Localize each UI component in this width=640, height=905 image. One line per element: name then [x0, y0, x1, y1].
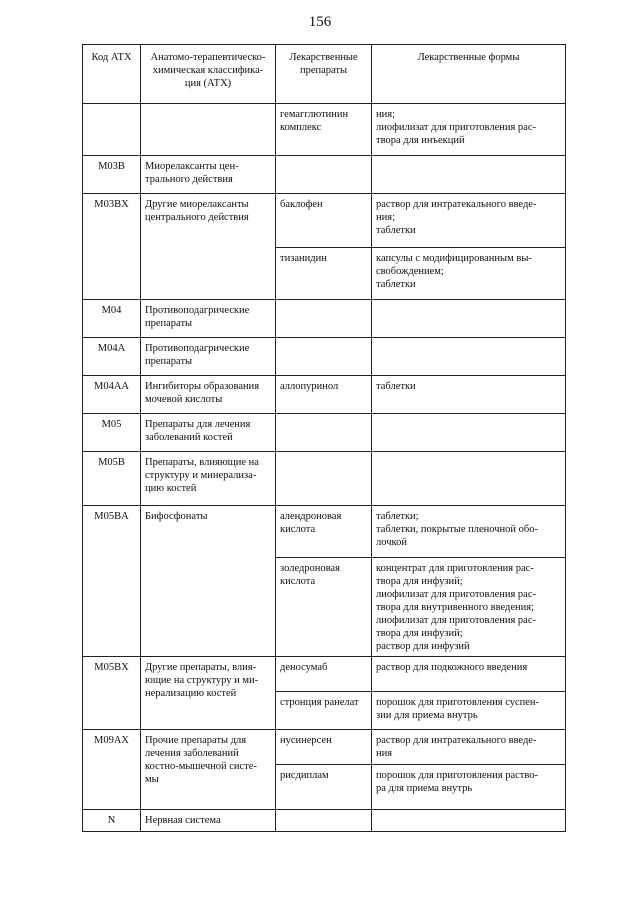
atc-code-cell: M05B — [83, 452, 141, 506]
dosage-form-cell: раствор для интратекального введе- ния — [372, 730, 566, 765]
classification-cell — [141, 104, 276, 156]
drug-cell: алендроновая кислота — [276, 506, 372, 558]
dosage-form-cell — [372, 156, 566, 194]
atc-code-cell: M04 — [83, 300, 141, 338]
classification-cell: Миорелаксанты цен- трального действия — [141, 156, 276, 194]
classification-cell: Прочие препараты для лечения заболеваний костно-мышечной систе- мы — [141, 730, 276, 810]
table-row — [83, 156, 566, 194]
table-row — [83, 414, 566, 452]
dosage-form-cell — [372, 338, 566, 376]
header-classification: Анатомо-терапевтическо- химическая классифика- ция (АТХ) — [141, 45, 276, 104]
table-row — [83, 376, 566, 414]
drug-cell — [276, 156, 372, 194]
table-row — [83, 506, 566, 558]
drug-cell: нусинерсен — [276, 730, 372, 765]
drug-cell — [276, 300, 372, 338]
classification-cell: Другие препараты, влия- ющие на структуру и ми- нерализацию костей — [141, 657, 276, 730]
atc-code-cell: M05BA — [83, 506, 141, 657]
dosage-form-cell: порошок для приготовления раство- ра для приема внутрь — [372, 765, 566, 810]
dosage-form-cell: капсулы с модифицированным вы- свобождением; таблетки — [372, 248, 566, 300]
classification-cell: Другие миорелаксанты центрального действия — [141, 194, 276, 300]
table-row — [83, 300, 566, 338]
table-row — [83, 104, 566, 156]
atc-code-cell: M04AA — [83, 376, 141, 414]
drug-cell: аллопуринол — [276, 376, 372, 414]
atc-code-cell: M09AX — [83, 730, 141, 810]
table-row — [83, 338, 566, 376]
drug-cell — [276, 338, 372, 376]
dosage-form-cell: ния; лиофилизат для приготовления рас- твора для инъекций — [372, 104, 566, 156]
atc-code-cell: M05BX — [83, 657, 141, 730]
drug-cell: стронция ранелат — [276, 692, 372, 730]
dosage-form-cell — [372, 414, 566, 452]
dosage-form-cell: раствор для интратекального введе- ния; таблетки — [372, 194, 566, 248]
table-header-row — [83, 45, 566, 104]
dosage-form-cell: порошок для приготовления суспен- зии для приема внутрь — [372, 692, 566, 730]
table-body — [83, 104, 566, 832]
dosage-form-cell: раствор для подкожного введения — [372, 657, 566, 692]
classification-cell: Препараты для лечения заболеваний костей — [141, 414, 276, 452]
atc-code-cell: M05 — [83, 414, 141, 452]
drug-cell: тизанидин — [276, 248, 372, 300]
drug-cell — [276, 810, 372, 832]
table-row — [83, 194, 566, 248]
dosage-form-cell — [372, 810, 566, 832]
header-drugs: Лекарственные препараты — [276, 45, 372, 104]
classification-cell: Препараты, влияющие на структуру и минерализа- цию костей — [141, 452, 276, 506]
dosage-form-cell — [372, 452, 566, 506]
atc-code-cell: M04A — [83, 338, 141, 376]
drug-cell: рисдиплам — [276, 765, 372, 810]
header-code: Код АТХ — [83, 45, 141, 104]
classification-cell: Нервная система — [141, 810, 276, 832]
drug-cell: гемагглютинин комплекс — [276, 104, 372, 156]
drug-cell: баклофен — [276, 194, 372, 248]
header-forms: Лекарственные формы — [372, 45, 566, 104]
drug-cell: золедроновая кислота — [276, 558, 372, 657]
atc-table — [82, 44, 566, 832]
atc-code-cell: M03B — [83, 156, 141, 194]
dosage-form-cell — [372, 300, 566, 338]
drug-cell — [276, 452, 372, 506]
atc-code-cell: N — [83, 810, 141, 832]
table-row — [83, 452, 566, 506]
table-row — [83, 730, 566, 765]
dosage-form-cell: концентрат для приготовления рас- твора для инфузий; лиофилизат для приготовления рас- твора для внутривенного введения; лиофилизат для приготовления рас- твора для инфузий; раствор для инфузий — [372, 558, 566, 657]
drug-cell — [276, 414, 372, 452]
table-row — [83, 810, 566, 832]
classification-cell: Противоподагрические препараты — [141, 300, 276, 338]
atc-code-cell — [83, 104, 141, 156]
table-row — [83, 657, 566, 692]
classification-cell: Бифосфонаты — [141, 506, 276, 657]
drug-cell: деносумаб — [276, 657, 372, 692]
classification-cell: Ингибиторы образования мочевой кислоты — [141, 376, 276, 414]
atc-code-cell: M03BX — [83, 194, 141, 300]
page-number: 156 — [308, 14, 332, 30]
dosage-form-cell: таблетки — [372, 376, 566, 414]
classification-cell: Противоподагрические препараты — [141, 338, 276, 376]
dosage-form-cell: таблетки; таблетки, покрытые пленочной обо- лочкой — [372, 506, 566, 558]
